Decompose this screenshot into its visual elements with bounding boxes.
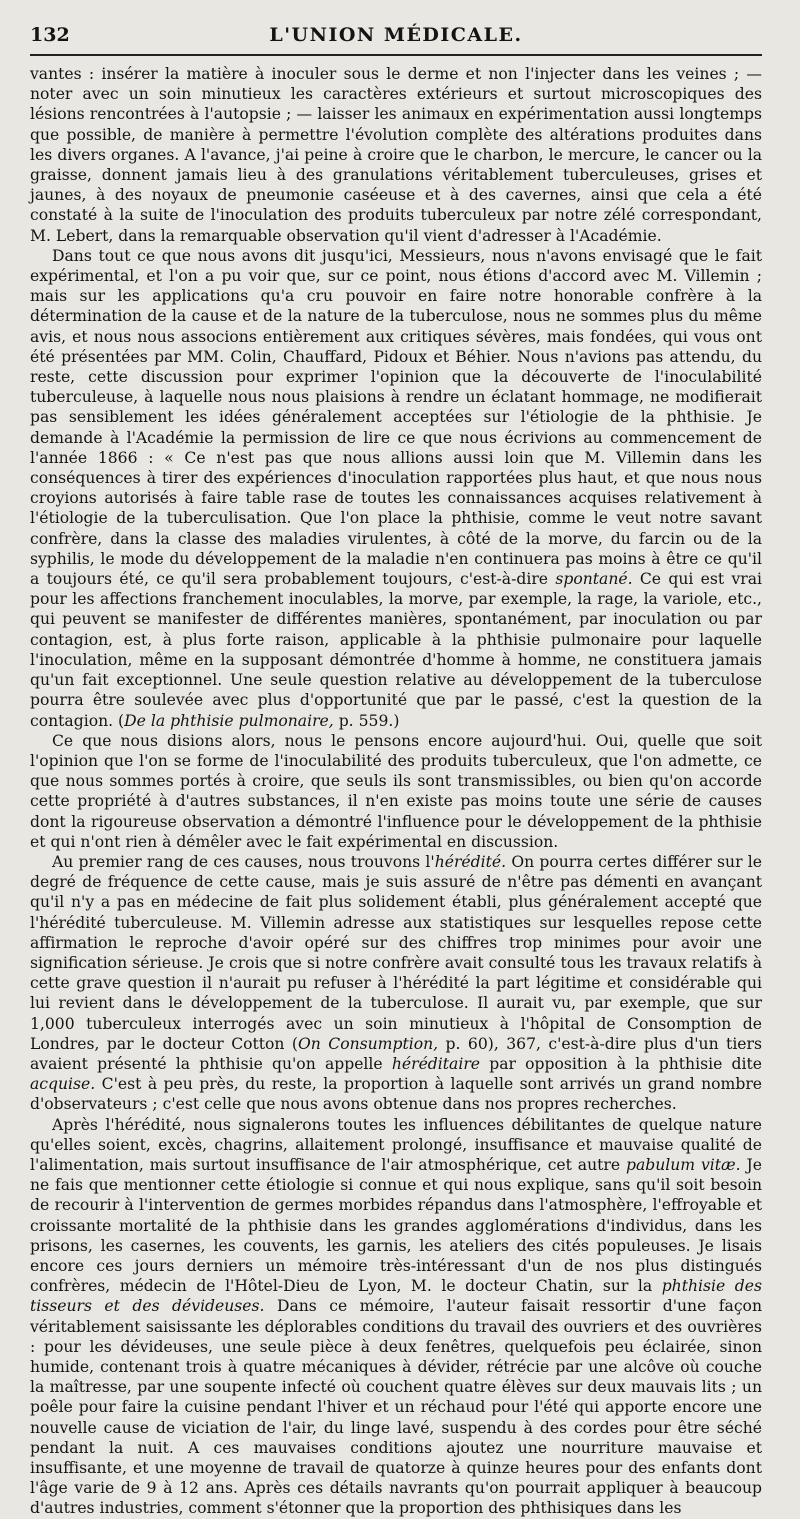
text-segment: Dans tout ce que nous avons dit jusqu'ici, Messieurs, nous n'avons envisagé que le fait expérimental, et l'on a pu voir que, sur ce point, nous étions d'accord avec M. Villemin ; mais sur les applications qu'a cru pouvoir en faire notre honorable confrère à la détermination de la cause et de la nature de la tuberculose, nous ne sommes plus du même avis, et nous nous associons entièrement aux critiques sévères, mais fondées, qui vous ont été présentées par MM. Colin, Chauffard, Pidoux et Béhier. Nous n'avions pas attendu, du reste, cette discussion pour exprimer l'opinion que la découverte de l'inoculabilité tuberculeuse, à laquelle nous nous plaisions à rendre un éclatant hommage, ne modifierait pas sensiblement les idées généralement acceptées sur l'étiologie de la phthisie. Je demande à l'Académie la permission de lire ce que nous écrivions au commencement de l'année 1866 : « Ce n'est pas que nous allions aussi loin que M. Villemin dans les conséquences à tirer des expériences d'inoculation rapportées plus haut, et que nous nous croyions autorisés à faire table rase de toutes les connaissances acquises relativement à l'étiologie de la tuberculisation. Que l'on place la phthisie, comme le veut notre savant confrère, dans la classe des maladies virulentes, à côté de la morve, du farcin ou de la syphilis, le mode du développement de la maladie n'en continuera pas moins à être ce qu'il a toujours été, ce qu'il sera probablement toujours, c'est-à-dire — [30, 246, 762, 589]
text-segment: Ce qui est vrai pour les affections franchement inoculables, la morve, par exemple, la rage, la variole, etc., qui peuvent se manifester de différentes manières, spontanément, par inoculation ou par contagion, est, à plus forte raison, applicable à la phthisie pulmonaire pour laquelle l'inoculation, même en la supposant démontrée d'homme à homme, ne constituera jamais qu'un fait exceptionnel. Une seule question relative au développement de la tuberculose pourra être soulevée avec plus d'opportunité que par le passé, c'est la question de la contagion. ( — [30, 570, 762, 730]
italic-segment: héréditaire — [391, 1054, 481, 1073]
text-segment: On pourra certes différer sur le degré de fréquence de cette cause, mais je suis assuré de n'être pas démenti en avançant qu'il n'y a pas en médecine de fait plus solidement établi, plus généralement accepté que l'hérédité tuberculeuse. M. Villemin adresse aux statistiques sur lesquelles repose cette affirmation le reproche d'avoir opéré sur des chiffres trop minimes pour avoir une signification sérieuse. Je crois que si notre confrère avait consulté tous les travaux relatifs à cette grave question il n'aurait pu refuser à l'hérédité la part légitime et considérable qui lui revient dans le développement de la tuberculose. Il aurait vu, par exemple, que sur 1,000 tuberculeux interrogés avec un soin minutieux à l'hôpital de Consomption de Londres, par le docteur Cotton ( — [30, 852, 762, 1053]
text-segment: Dans ce mémoire, l'auteur faisait ressortir d'une façon véritablement saisissante les déplorables conditions du travail des ouvriers et des ouvrières : pour les dévideuses, une seule pièce à deux fenêtres, quelquefois peu éclairée, sinon humide, contenant trois à quatre mécaniques à dévider, rétrécie par une alcôve où couche la maîtresse, par une soupente infecté où couchent quatre élèves sur deux mauvais lits ; un poêle pour faire la cuisine pendant l'hiver et un réchaud pour l'été qui apporte encore une nouvelle cause de viciation de l'air, du linge lavé, suspendu à des cordes pour être séché pendant la nuit. A ces mauvaises conditions ajoutez une nourriture mauvaise et insuffisante, et une moyenne de travail de quatorze à quinze heures pour des enfants dont l'âge varie de 9 à 12 ans. Après ces détails navrants qu'on pourrait appliquer à beaucoup d'autres industries, comment s'étonner que la proportion des phthisiques dans les — [30, 1297, 762, 1518]
body-text — [30, 64, 762, 1519]
text-segment: p. 60), 367, c'est-à-dire plus d'un tiers avaient présenté la phthisie qu'on appelle — [30, 1034, 762, 1073]
paragraph-1 — [30, 64, 762, 246]
italic-segment: spontané. — [555, 570, 633, 589]
page-header — [30, 24, 762, 56]
italic-segment: pabulum vitæ. — [625, 1155, 741, 1174]
text-segment: Après l'hérédité, nous signalerons toutes les influences débilitantes de quelque nature qu'elles soient, excès, chagrins, allaitement prolongé, insuffisance et mauvaise qualité de l'alimentation, mais surtout insuffisance de l'air atmosphérique, cet autre — [30, 1115, 762, 1174]
italic-segment: On Consumption, — [298, 1034, 439, 1053]
paragraph-2 — [30, 246, 762, 731]
italic-segment: phthisie des tisseurs et des dévideuses. — [30, 1277, 762, 1316]
paragraph-5 — [30, 1115, 762, 1519]
paragraph-4 — [30, 852, 762, 1115]
italic-segment: acquise. — [30, 1075, 96, 1094]
paragraph-3 — [30, 731, 762, 852]
text-segment: vantes : insérer la matière à inoculer sous le derme et non l'injecter dans les veines ; — noter avec un soin minutieux les caractères extérieurs et surtout microscopiques des lésions rencontrées à l'autopsie ; — laisser les animaux en expérimentation aussi longtemps que possible, de manière à permettre l'évolution complète des altérations produites dans les divers organes. A l'avance, j'ai peine à croire que le charbon, le mercure, le cancer ou la graisse, donnent jamais lieu à des granulations véritablement tuberculeuses, grises et jaunes, à des noyaux de pneumonie caséeuse et à des cavernes, ainsi que cela a été constaté à la suite de l'inoculation des produits tuberculeux par notre zélé correspondant, M. Lebert, dans la remarquable observation qu'il vient d'adresser à l'Académie. — [30, 65, 762, 245]
text-segment: par opposition à la phthisie dite — [489, 1054, 762, 1073]
italic-segment: De la phthisie pulmonaire, — [124, 711, 334, 730]
running-title: L'UNION MÉDICALE. — [269, 24, 523, 46]
page-number: 132 — [30, 24, 70, 46]
text-segment: C'est à peu près, du reste, la proportion à laquelle sont arrivés un grand nombre d'observateurs ; c'est celle que nous avons obtenue dans nos propres recherches. — [30, 1075, 762, 1114]
text-segment: Ce que nous disions alors, nous le pensons encore aujourd'hui. Oui, quelle que soit l'opinion que l'on se forme de l'inoculabilité des produits tuberculeux, que l'on admette, ce que nous sommes portés à croire, que seuls ils sont transmissibles, ou bien qu'on accorde cette propriété à d'autres substances, il n'en existe pas moins toute une série de causes dont la rigoureuse observation a démontré l'influence pour le développement de la phthisie et qui n'ont rien à démêler avec le fait expérimental en discussion. — [30, 731, 762, 851]
text-segment: Au premier rang de ces causes, nous trouvons l' — [52, 852, 435, 871]
italic-segment: hérédité. — [434, 852, 507, 871]
text-segment: p. 559.) — [338, 711, 400, 730]
text-segment: Je ne fais que mentionner cette étiologie si connue et qui nous explique, sans qu'il soit besoin de recourir à l'intervention de germes morbides répandus dans l'atmosphère, l'effroyable et croissante mortalité de la phthisie dans les grandes agglomérations d'individus, dans les prisons, les casernes, les couvents, les garnis, les ateliers des cités populeuses. Je lisais encore ces jours derniers un mémoire très-intéressant d'un de nos plus distingués confrères, médecin de l'Hôtel-Dieu de Lyon, M. le docteur Chatin, sur la — [30, 1155, 762, 1296]
